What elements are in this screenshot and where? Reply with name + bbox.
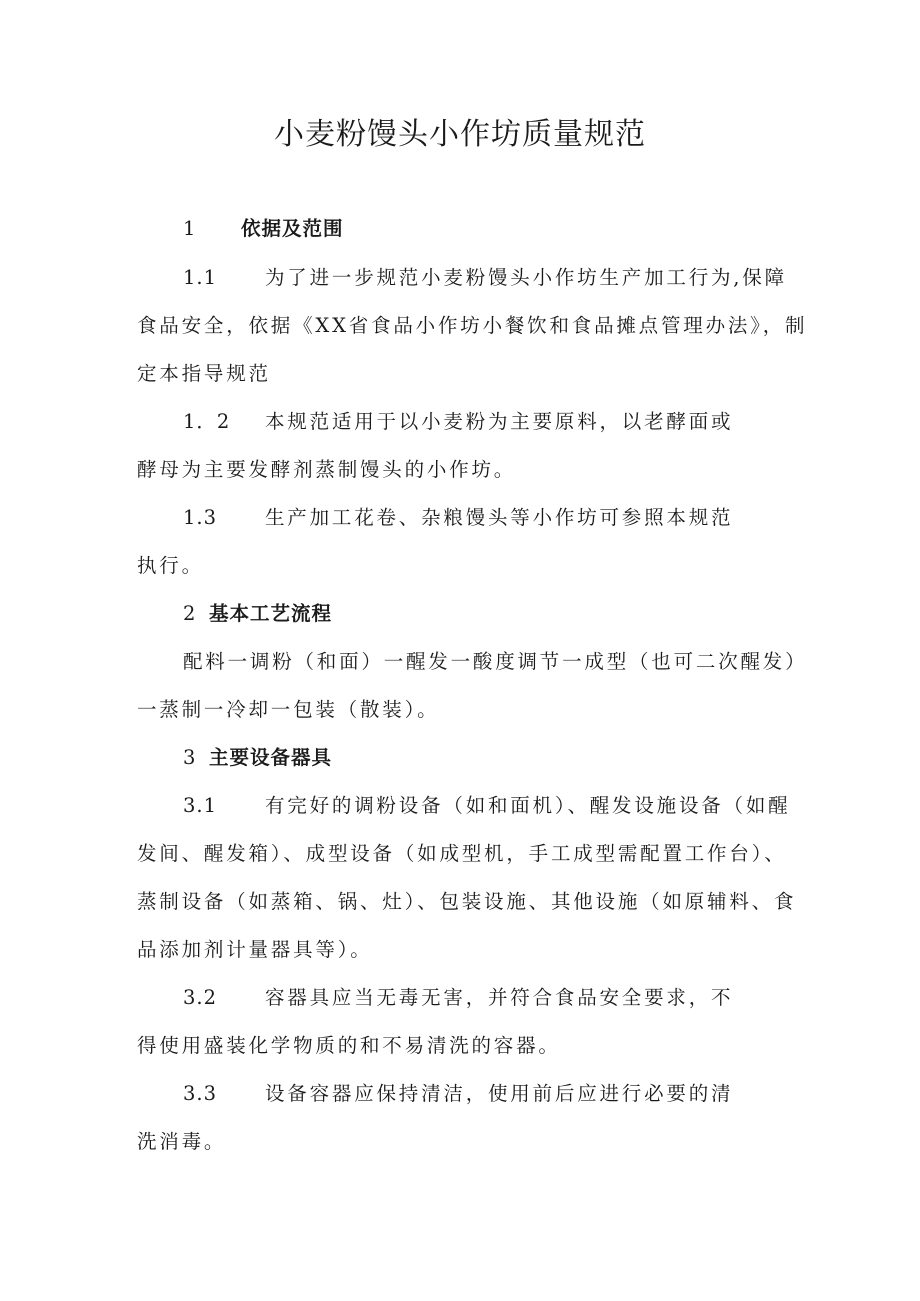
section-3-heading: 主要设备器具 xyxy=(209,746,333,769)
clause-3-3-line-2: 洗消毒。 xyxy=(137,1130,227,1153)
clause-3-1-line-2: 发间、醒发箱）、成型设备（如成型机，手工成型需配置工作台）、 xyxy=(137,842,787,865)
clause-1-1-line-1: 为了进一步规范小麦粉馒头小作坊生产加工行为,保障 xyxy=(265,266,787,289)
section-2-number: 2 xyxy=(183,602,196,625)
clause-1-1-line-3: 定本指导规范 xyxy=(137,362,271,385)
section-2-paragraph-line-2: 一蒸制一冷却一包装（散装）。 xyxy=(137,698,440,721)
section-3-number: 3 xyxy=(183,746,196,769)
section-1-heading: 依据及范围 xyxy=(241,217,344,240)
section-1-number: 1 xyxy=(183,217,196,240)
clause-3-1-line-1: 有完好的调粉设备（如和面机）、醒发设施设备（如醒 xyxy=(265,794,791,817)
clause-3-1-line-4: 品添加剂计量器具等）。 xyxy=(137,938,373,961)
clause-1-1-line-2: 食品安全，依据《XX省食品小作坊小餐饮和食品摊点管理办法》，制 xyxy=(137,314,808,337)
clause-1-3-line-1: 生产加工花卷、杂粮馒头等小作坊可参照本规范 xyxy=(265,506,734,529)
clause-3-1-number: 3.1 xyxy=(183,794,218,817)
section-2-paragraph-line-1: 配料一调粉（和面）一醒发一酸度调节一成型（也可二次醒发） xyxy=(183,650,808,673)
document-title: 小麦粉馒头小作坊质量规范 xyxy=(274,117,646,152)
clause-1-2-line-2: 酵母为主要发酵剂蒸制馒头的小作坊。 xyxy=(137,458,517,481)
section-2-heading: 基本工艺流程 xyxy=(209,602,333,625)
clause-1-3-line-2: 执行。 xyxy=(137,554,204,577)
clause-3-2-line-2: 得使用盛装化学物质的和不易清洗的容器。 xyxy=(137,1034,561,1057)
clause-3-1-line-3: 蒸制设备（如蒸箱、锅、灶）、包装设施、其他设施（如原辅料、食 xyxy=(137,890,797,913)
clause-3-3-number: 3.3 xyxy=(183,1082,218,1105)
clause-1-1-number: 1.1 xyxy=(183,266,218,289)
clause-3-2-number: 3.2 xyxy=(183,986,218,1009)
clause-1-3-number: 1.3 xyxy=(183,506,218,529)
clause-1-2-number: 1．2 xyxy=(183,410,231,433)
clause-3-2-line-1: 容器具应当无毒无害，并符合食品安全要求，不 xyxy=(265,986,734,1009)
clause-1-2-line-1: 本规范适用于以小麦粉为主要原料，以老酵面或 xyxy=(265,410,734,433)
clause-3-3-line-1: 设备容器应保持清洁，使用前后应进行必要的清 xyxy=(265,1082,734,1105)
